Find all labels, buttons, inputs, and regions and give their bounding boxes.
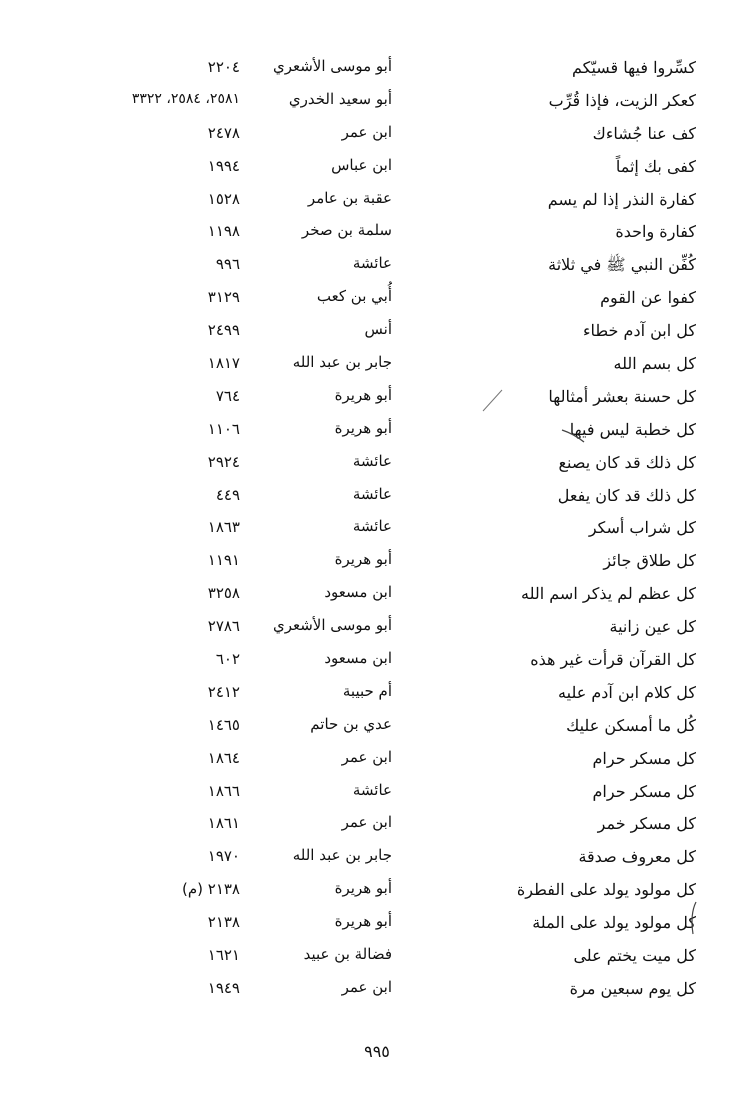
- index-row: [0, 580, 754, 613]
- hadith-number: ١٥٢٨: [207, 189, 240, 208]
- narrator-name: أبو موسى الأشعري: [272, 57, 392, 75]
- hadith-incipit: كل كلام ابن آدم عليه: [558, 682, 696, 702]
- index-row: [0, 482, 754, 515]
- index-row: [0, 514, 754, 547]
- hadith-incipit: كل عظم لم يذكر اسم الله: [521, 584, 696, 604]
- hadith-number: ٢٤٧٨: [207, 123, 240, 142]
- index-row: [0, 218, 754, 251]
- hadith-incipit: كل مولود يولد على الملة: [532, 913, 696, 933]
- index-row: [0, 153, 754, 186]
- hadith-incipit: كل بسم الله: [613, 354, 696, 374]
- index-row: [0, 778, 754, 811]
- index-row: [0, 383, 754, 416]
- narrator-name: جابر بن عبد الله: [292, 353, 392, 372]
- hadith-number: ٢١٣٨: [207, 913, 240, 932]
- hadith-number: ١٨٦٦: [207, 781, 240, 800]
- narrator-name: ابن عمر: [341, 813, 392, 832]
- narrator-name: سلمة بن صخر: [301, 221, 392, 240]
- hadith-incipit: كف عنا جُشاءك: [592, 123, 696, 143]
- hadith-incipit: كسِّروا فيها قسيّكم: [571, 58, 696, 77]
- hadith-number: ٢٥٨١، ٢٥٨٤، ٣٣٢٢: [131, 90, 240, 107]
- narrator-name: ابن مسعود: [324, 649, 392, 668]
- index-row: [0, 449, 754, 482]
- narrator-name: عدي بن حاتم: [310, 714, 392, 733]
- hadith-number: ٢٧٨٦: [207, 617, 240, 636]
- narrator-name: أبو هريرة: [334, 550, 392, 569]
- hadith-incipit: كل مسكر حرام: [592, 748, 696, 768]
- hadith-index-list: [0, 54, 754, 1008]
- hadith-number: ١٨٦٤: [207, 748, 240, 767]
- index-row: [0, 909, 754, 942]
- hadith-incipit: كل ابن آدم خطاء: [583, 321, 696, 341]
- index-row: [0, 613, 754, 646]
- narrator-name: فضالة بن عبيد: [303, 945, 392, 964]
- hadith-number: ٩٩٦: [215, 255, 240, 274]
- index-row: [0, 416, 754, 449]
- index-row: [0, 251, 754, 284]
- index-row: [0, 350, 754, 383]
- narrator-name: عقبة بن عامر: [307, 188, 392, 207]
- hadith-incipit: كفوا عن القوم: [600, 288, 696, 308]
- hadith-incipit: كُفِّن النبي ﷺ في ثلاثة: [548, 255, 696, 275]
- hadith-incipit: كل مسكر حرام: [592, 781, 696, 801]
- hadith-incipit: كل شراب أسكر: [588, 518, 696, 538]
- hadith-number: ٢٩٢٤: [207, 452, 240, 471]
- hadith-number: ٢٤١٢: [207, 682, 240, 701]
- index-row: [0, 547, 754, 580]
- hadith-number: ٢٢٠٤: [207, 58, 240, 76]
- narrator-name: أنس: [364, 320, 392, 339]
- hadith-number: ٣١٢٩: [207, 288, 240, 307]
- hadith-number: ١١٠٦: [207, 419, 240, 438]
- hadith-incipit: كفارة النذر إذا لم يسم: [547, 189, 696, 209]
- hadith-incipit: كل عين زانية: [609, 617, 696, 637]
- hadith-number: ٢١٣٨ (م): [182, 880, 240, 899]
- narrator-name: أبو موسى الأشعري: [272, 616, 392, 635]
- narrator-name: أم حبيبة: [342, 681, 392, 700]
- index-row: [0, 679, 754, 712]
- hadith-number: ٢٤٩٩: [207, 321, 240, 340]
- page-number: ٩٩٥: [364, 1042, 390, 1061]
- hadith-incipit: كعكر الزيت، فإذا قُرِّب: [548, 90, 696, 110]
- hadith-number: ١١٩٨: [207, 222, 240, 241]
- index-row: [0, 317, 754, 350]
- hadith-number: ١٩٧٠: [207, 847, 240, 866]
- hadith-incipit: كل مولود يولد على الفطرة: [516, 880, 696, 900]
- hadith-incipit: كل معروف صدقة: [578, 847, 696, 867]
- narrator-name: أبو سعيد الخدري: [288, 89, 392, 108]
- hadith-incipit: كل ذلك قد كان يفعل: [557, 485, 696, 505]
- hadith-incipit: كل طلاق جائز: [603, 551, 696, 571]
- narrator-name: ابن عمر: [341, 977, 392, 996]
- hadith-number: ٧٦٤: [215, 386, 240, 405]
- hadith-number: ٤٤٩: [215, 485, 240, 504]
- hadith-incipit: كل مسكر خمر: [597, 814, 696, 834]
- hadith-number: ١٨١٧: [207, 354, 240, 373]
- index-row: [0, 284, 754, 317]
- index-row: [0, 843, 754, 876]
- hadith-incipit: كل ذلك قد كان يصنع: [558, 452, 696, 472]
- index-row: [0, 975, 754, 1008]
- index-row: [0, 186, 754, 219]
- index-row: [0, 87, 754, 120]
- hadith-incipit: كفارة واحدة: [615, 222, 696, 242]
- narrator-name: أبو هريرة: [334, 418, 392, 437]
- hadith-incipit: كل حسنة بعشر أمثالها: [548, 386, 696, 406]
- index-row: [0, 876, 754, 909]
- hadith-number: ١٨٦٣: [207, 518, 240, 537]
- hadith-number: ١٤٦٥: [207, 715, 240, 734]
- narrator-name: عائشة: [352, 254, 392, 273]
- hadith-number: ١٨٦١: [207, 814, 240, 833]
- narrator-name: أبو هريرة: [334, 385, 392, 404]
- narrator-name: عائشة: [352, 484, 392, 503]
- hadith-number: ١١٩١: [207, 551, 240, 570]
- hadith-incipit: كل يوم سبعين مرة: [569, 978, 696, 998]
- hadith-incipit: كُل ما أمسكن عليك: [566, 715, 696, 735]
- index-row: [0, 120, 754, 153]
- hadith-incipit: كفى بك إثماً: [615, 156, 696, 176]
- index-row: [0, 942, 754, 975]
- hadith-number: ٣٢٥٨: [207, 584, 240, 603]
- hadith-incipit: كل القرآن قرأت غير هذه: [530, 650, 696, 670]
- narrator-name: عائشة: [352, 780, 392, 799]
- hadith-number: ٦٠٢: [215, 650, 240, 669]
- narrator-name: أُبي بن كعب: [316, 287, 392, 306]
- narrator-name: عائشة: [352, 517, 392, 536]
- index-row: [0, 54, 754, 87]
- narrator-name: ابن مسعود: [324, 583, 392, 602]
- narrator-name: ابن عمر: [341, 747, 392, 766]
- narrator-name: ابن عباس: [331, 155, 392, 174]
- narrator-name: ابن عمر: [341, 122, 392, 141]
- narrator-name: جابر بن عبد الله: [292, 846, 392, 865]
- hadith-number: ١٩٤٩: [207, 978, 240, 997]
- hadith-number: ١٩٩٤: [207, 156, 240, 175]
- hadith-incipit: كل خطبة ليس فيها: [569, 419, 696, 439]
- index-row: [0, 646, 754, 679]
- narrator-name: أبو هريرة: [334, 912, 392, 931]
- index-row: [0, 745, 754, 778]
- index-row: [0, 712, 754, 745]
- narrator-name: عائشة: [352, 451, 392, 470]
- hadith-incipit: كل ميت يختم على: [573, 946, 696, 966]
- narrator-name: أبو هريرة: [334, 879, 392, 898]
- index-row: [0, 810, 754, 843]
- hadith-number: ١٦٢١: [207, 946, 240, 965]
